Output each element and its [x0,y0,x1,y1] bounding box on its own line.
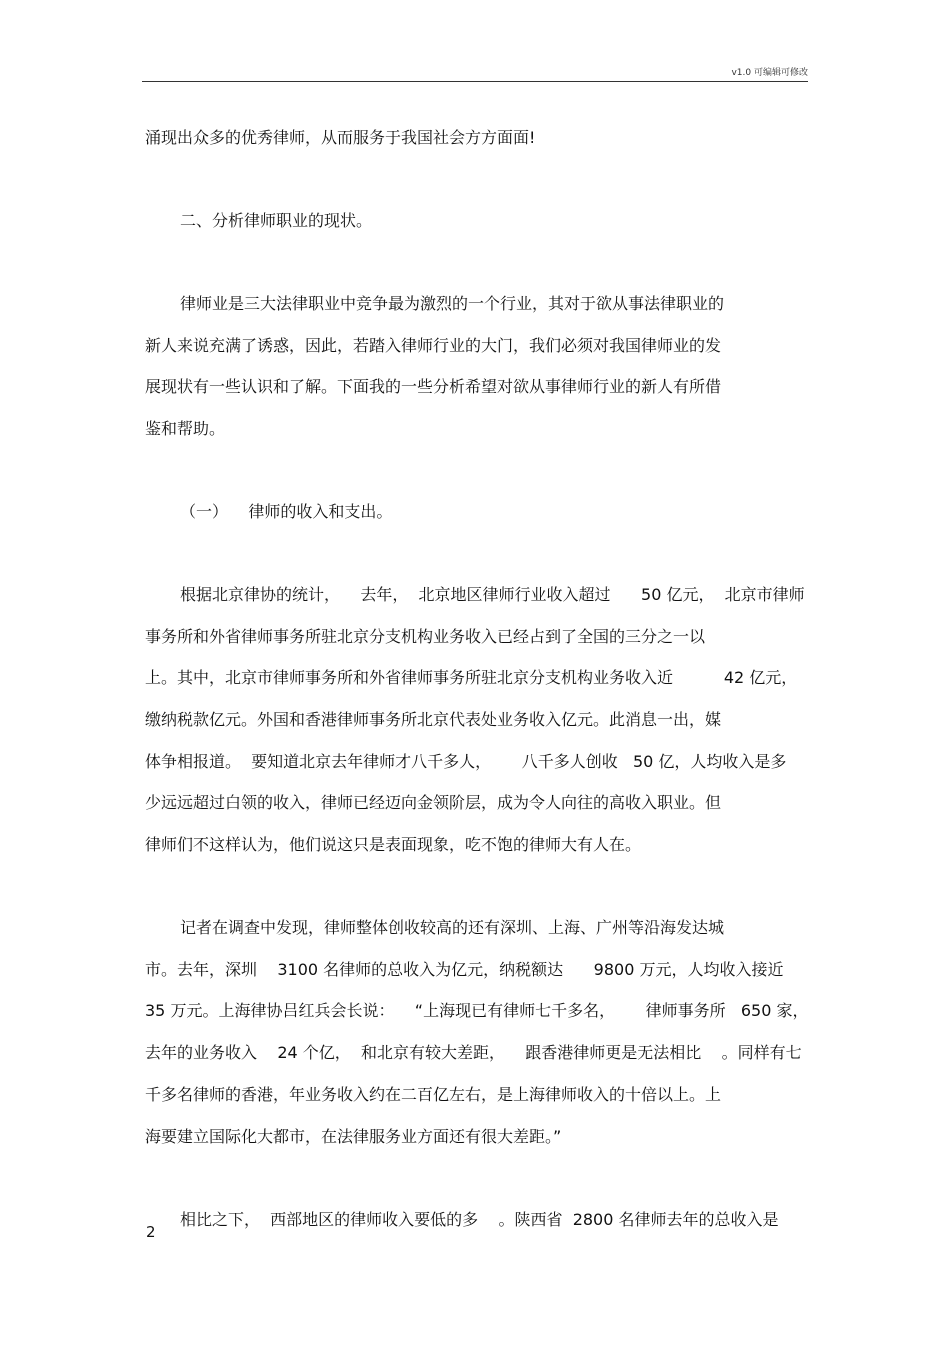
text-line: 缴纳税款亿元。外国和香港律师事务所北京代表处业务收入亿元。此消息一出，媒 [145,710,722,729]
text-line: 根据北京律协的统计， 去年， 北京地区律师行业收入超过 50 亿元， 北京市律师 [180,585,805,604]
text-line: 事务所和外省律师事务所驻北京分支机构业务收入已经占到了全国的三分之一以 [145,627,706,646]
text-line: 记者在调查中发现，律师整体创收较高的还有深圳、上海、广州等沿海发达城 [180,918,725,937]
text-line: 市。去年，深圳 3100 名律师的总收入为亿元，纳税额达 9800 万元，人均收入接近 [145,960,784,979]
text-line: 去年的业务收入 24 个亿， 和北京有较大差距， 跟香港律师更是无法相比 。同样有七 [145,1043,802,1062]
text-line: 上。其中，北京市律师事务所和外省律师事务所驻北京分支机构业务收入近 42 亿元， [145,668,798,687]
header-version-tag: v1.0 可编辑可修改 [731,68,808,78]
text-line: 海要建立国际化大都市，在法律服务业方面还有很大差距。” [145,1127,562,1146]
text-line: 少远远超过白领的收入，律师已经迈向金领阶层，成为令人向往的高收入职业。但 [145,793,722,812]
section-heading: 二、分析律师职业的现状。 [180,211,373,230]
text-line: 鉴和帮助。 [145,419,226,438]
text-line: 体争相报道。 要知道北京去年律师才八千多人， 八千多人创收 50 亿，人均收入是多 [145,752,787,771]
subsection-heading: （一） 律师的收入和支出。 [180,502,393,521]
text-line: 展现状有一些认识和了解。下面我的一些分析希望对欲从事律师行业的新人有所借 [145,377,722,396]
header-rule [142,81,808,82]
text-line: 律师业是三大法律职业中竞争最为激烈的一个行业，其对于欲从事法律职业的 [180,294,725,313]
text-line: 千多名律师的香港，年业务收入约在二百亿左右，是上海律师收入的十倍以上。上 [145,1085,722,1104]
text-line: 相比之下， 西部地区的律师收入要低的多 。陕西省 2800 名律师去年的总收入是 [180,1210,779,1229]
text-line: 新人来说充满了诱惑，因此，若踏入律师行业的大门，我们必须对我国律师业的发 [145,336,722,355]
text-line: 涌现出众多的优秀律师，从而服务于我国社会方方面面! [145,128,536,147]
page-number: 2 [146,1223,156,1241]
text-line: 35 万元。上海律协吕红兵会长说： “上海现已有律师七千多名， 律师事务所 650 家， [145,1001,809,1020]
text-line: 律师们不这样认为，他们说这只是表面现象，吃不饱的律师大有人在。 [145,835,642,854]
